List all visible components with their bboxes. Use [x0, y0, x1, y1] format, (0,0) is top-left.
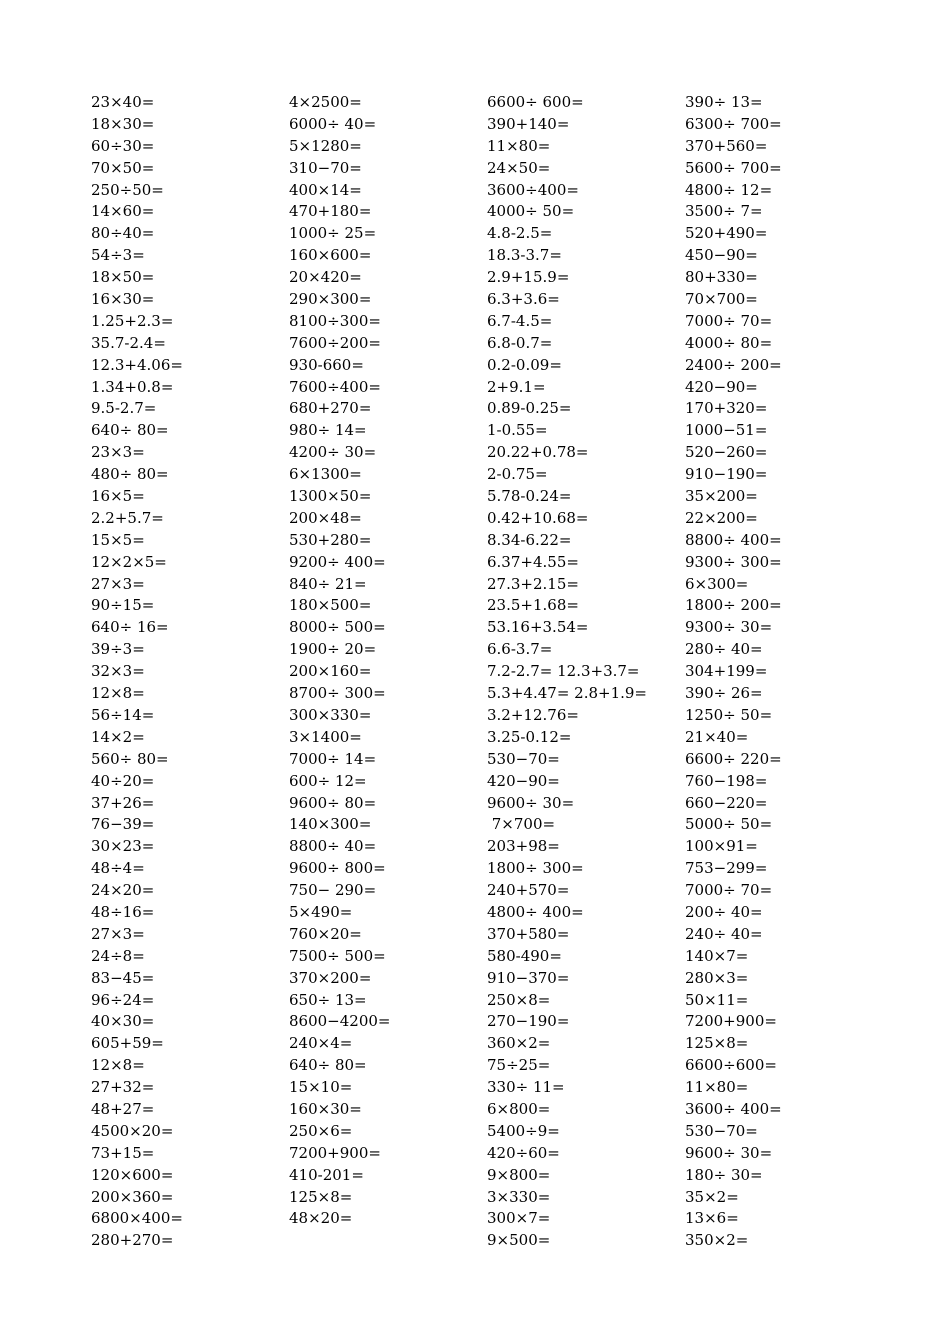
math-problem: 0.2-0.09= [487, 355, 562, 374]
math-problem: 240÷ 40= [685, 924, 763, 943]
math-problem: 6600÷600= [685, 1056, 777, 1075]
math-problem: 9×800= [487, 1165, 551, 1184]
math-problem: 12×2×5= [91, 552, 167, 571]
math-problem: 27×3= [91, 574, 145, 593]
math-problem: 12.3+4.06= [91, 355, 183, 374]
math-problem: 3.2+12.76= [487, 705, 579, 724]
math-problem: 910−370= [487, 968, 570, 987]
math-problem: 35.7-2.4= [91, 333, 166, 352]
math-problem: 2+9.1= [487, 377, 546, 396]
math-problem: 4500×20= [91, 1121, 174, 1140]
math-problem: 90÷15= [91, 596, 155, 615]
math-problem: 6300÷ 700= [685, 114, 782, 133]
math-problem: 4.8-2.5= [487, 224, 553, 243]
math-problem: 5.3+4.47= 2.8+1.9= [487, 684, 648, 703]
math-problem: 390÷ 13= [685, 93, 763, 111]
problem-column-1 [91, 92, 286, 1252]
math-problem: 370+560= [685, 136, 768, 155]
math-problem: 980÷ 14= [289, 421, 367, 440]
math-problem: 9600÷ 30= [685, 1143, 773, 1162]
math-problem: 96÷24= [91, 990, 155, 1009]
math-problem: 6.6-3.7= [487, 640, 553, 659]
math-problem: 203+98= [487, 837, 560, 856]
math-problem: 3600÷ 400= [685, 1099, 782, 1118]
math-problem: 170+320= [685, 399, 768, 418]
math-problem: 23×3= [91, 443, 145, 462]
math-problem: 6×800= [487, 1099, 551, 1118]
math-problem: 660−220= [685, 793, 768, 812]
math-problem: 760×20= [289, 924, 362, 943]
math-problem: 1000÷ 25= [289, 224, 377, 243]
math-problem: 200×48= [289, 508, 362, 527]
math-problem: 560÷ 80= [91, 749, 169, 768]
math-problem: 125×8= [289, 1187, 353, 1206]
math-problem: 35×2= [685, 1187, 739, 1206]
problem-column-4 [685, 92, 880, 1252]
math-problem: 30×23= [91, 837, 155, 856]
math-problem: 9300÷ 300= [685, 552, 782, 571]
math-problem: 180÷ 30= [685, 1165, 763, 1184]
math-problem: 410-201= [289, 1165, 364, 1184]
math-problem: 18.3-3.7= [487, 246, 562, 265]
math-problem: 300×7= [487, 1209, 551, 1228]
math-problem: 3500÷ 7= [685, 202, 763, 221]
math-problem: 2400÷ 200= [685, 355, 782, 374]
math-problem: 4200÷ 30= [289, 443, 377, 462]
math-problem: 0.42+10.68= [487, 508, 589, 527]
math-problem: 8800÷ 400= [685, 530, 782, 549]
math-problem: 24÷8= [91, 946, 145, 965]
math-problem: 1.25+2.3= [91, 311, 174, 330]
math-problem: 125×8= [685, 1034, 749, 1053]
math-problem: 240+570= [487, 881, 570, 900]
math-problem: 12×8= [91, 684, 145, 703]
math-problem: 910−190= [685, 465, 768, 484]
math-problem: 200×160= [289, 662, 372, 681]
math-problem: 8100÷300= [289, 311, 381, 330]
math-problem: 7200+900= [289, 1143, 381, 1162]
math-problem: 0.89-0.25= [487, 399, 572, 418]
math-problem: 304+199= [685, 662, 768, 681]
math-problem: 530−70= [685, 1121, 758, 1140]
math-problem: 73+15= [91, 1143, 155, 1162]
math-problem: 23.5+1.68= [487, 596, 579, 615]
math-problem: 48+27= [91, 1099, 155, 1118]
math-problem: 16×5= [91, 487, 145, 506]
math-problem: 4×2500= [289, 93, 362, 111]
math-problem: 40÷20= [91, 771, 155, 790]
math-problem: 83−45= [91, 968, 155, 987]
math-problem: 76−39= [91, 815, 155, 834]
math-problem: 20×420= [289, 268, 362, 287]
math-problem: 390+140= [487, 114, 570, 133]
math-problem: 520−260= [685, 443, 768, 462]
math-problem: 6.37+4.55= [487, 552, 579, 571]
math-problem: 4000÷ 80= [685, 333, 773, 352]
math-problem: 48÷16= [91, 902, 155, 921]
math-problem: 4000÷ 50= [487, 202, 575, 221]
math-problem: 16×30= [91, 290, 155, 309]
math-problem: 5600÷ 700= [685, 158, 782, 177]
math-problem: 6600÷ 600= [487, 93, 584, 111]
math-problem: 70×50= [91, 158, 155, 177]
math-problem: 1.34+0.8= [91, 377, 174, 396]
math-problem: 640÷ 80= [91, 421, 169, 440]
math-problem: 27+32= [91, 1078, 155, 1097]
problem-column-2 [289, 92, 484, 1230]
math-problem: 650÷ 13= [289, 990, 367, 1009]
math-problem: 250÷50= [91, 180, 164, 199]
math-problem: 7600÷200= [289, 333, 381, 352]
math-problem: 2-0.75= [487, 465, 548, 484]
math-problem: 270−190= [487, 1012, 570, 1031]
math-problem: 48÷4= [91, 859, 145, 878]
math-problem: 1800÷ 300= [487, 859, 584, 878]
math-problem: 2.9+15.9= [487, 268, 570, 287]
math-problem: 9.5-2.7= [91, 399, 157, 418]
math-problem: 400×14= [289, 180, 362, 199]
math-problem: 6800×400= [91, 1209, 183, 1228]
math-problem: 200×360= [91, 1187, 174, 1206]
math-problem: 120×600= [91, 1165, 174, 1184]
math-problem: 13×6= [685, 1209, 739, 1228]
math-problem: 24×20= [91, 881, 155, 900]
math-problem: 3.25-0.12= [487, 727, 572, 746]
math-problem: 530−70= [487, 749, 560, 768]
math-problem: 480÷ 80= [91, 465, 169, 484]
math-problem: 39÷3= [91, 640, 145, 659]
math-problem: 640÷ 16= [91, 618, 169, 637]
math-problem: 160×600= [289, 246, 372, 265]
math-problem: 420−90= [487, 771, 560, 790]
math-problem: 6.3+3.6= [487, 290, 560, 309]
math-problem: 9300÷ 30= [685, 618, 773, 637]
math-problem: 160×30= [289, 1099, 362, 1118]
math-problem: 280+270= [91, 1231, 174, 1250]
math-problem: 6000÷ 40= [289, 114, 377, 133]
math-problem: 9200÷ 400= [289, 552, 386, 571]
math-problem: 760−198= [685, 771, 768, 790]
math-problem: 280×3= [685, 968, 749, 987]
math-problem: 280÷ 40= [685, 640, 763, 659]
math-problem: 9600÷ 80= [289, 793, 377, 812]
math-problem: 24×50= [487, 158, 551, 177]
math-problem: 7000÷ 70= [685, 311, 773, 330]
math-problem: 14×2= [91, 727, 145, 746]
math-problem: 15×10= [289, 1078, 353, 1097]
math-problem: 753−299= [685, 859, 768, 878]
math-problem: 22×200= [685, 508, 758, 527]
math-problem: 1300×50= [289, 487, 372, 506]
math-problem: 7600÷400= [289, 377, 381, 396]
math-problem: 4800÷ 400= [487, 902, 584, 921]
math-problem: 37+26= [91, 793, 155, 812]
math-problem: 27×3= [91, 924, 145, 943]
math-problem: 53.16+3.54= [487, 618, 589, 637]
math-problem: 750− 290= [289, 881, 377, 900]
math-problem: 290×300= [289, 290, 372, 309]
math-problem: 8.34-6.22= [487, 530, 572, 549]
math-problem: 1250÷ 50= [685, 705, 773, 724]
math-problem: 60÷30= [91, 136, 155, 155]
math-problem: 3600÷400= [487, 180, 579, 199]
math-problem: 6600÷ 220= [685, 749, 782, 768]
math-problem: 140×7= [685, 946, 749, 965]
math-problem: 7000÷ 14= [289, 749, 377, 768]
math-problem: 530+280= [289, 530, 372, 549]
math-problem: 605+59= [91, 1034, 164, 1053]
math-problem: 7.2-2.7= 12.3+3.7= [487, 662, 640, 681]
math-problem: 27.3+2.15= [487, 574, 579, 593]
math-problem: 50×11= [685, 990, 749, 1009]
math-problem: 20.22+0.78= [487, 443, 589, 462]
math-problem: 390÷ 26= [685, 684, 763, 703]
math-problem: 350×2= [685, 1231, 749, 1250]
math-problem: 56÷14= [91, 705, 155, 724]
math-problem: 8000÷ 500= [289, 618, 386, 637]
math-problem: 370+580= [487, 924, 570, 943]
math-problem: 6.8-0.7= [487, 333, 553, 352]
math-problem: 11×80= [487, 136, 551, 155]
math-problem: 80+330= [685, 268, 758, 287]
math-problem: 600÷ 12= [289, 771, 367, 790]
math-problem: 3×330= [487, 1187, 551, 1206]
math-problem: 420÷60= [487, 1143, 560, 1162]
math-problem: 11×80= [685, 1078, 749, 1097]
math-problem: 1-0.55= [487, 421, 548, 440]
math-problem: 8700÷ 300= [289, 684, 386, 703]
math-problem: 6×300= [685, 574, 749, 593]
math-problem: 15×5= [91, 530, 145, 549]
math-problem: 35×200= [685, 487, 758, 506]
math-problem: 12×8= [91, 1056, 145, 1075]
math-problem: 6.7-4.5= [487, 311, 553, 330]
math-problem: 300×330= [289, 705, 372, 724]
math-problem: 3×1400= [289, 727, 362, 746]
math-problem: 5×490= [289, 902, 353, 921]
math-problem: 14×60= [91, 202, 155, 221]
math-problem: 18×30= [91, 114, 155, 133]
math-problem: 470+180= [289, 202, 372, 221]
problem-column-3 [487, 92, 682, 1252]
math-problem: 9600÷ 30= [487, 793, 575, 812]
math-problem: 100×91= [685, 837, 758, 856]
math-problem: 580-490= [487, 946, 562, 965]
math-problem: 1800÷ 200= [685, 596, 782, 615]
math-problem: 200÷ 40= [685, 902, 763, 921]
math-problem: 4800÷ 12= [685, 180, 773, 199]
math-problem: 180×500= [289, 596, 372, 615]
math-problem: 54÷3= [91, 246, 145, 265]
math-problem: 5×1280= [289, 136, 362, 155]
math-problem: 80÷40= [91, 224, 155, 243]
math-problem: 40×30= [91, 1012, 155, 1031]
math-problem: 2.2+5.7= [91, 508, 164, 527]
math-problem: 1900÷ 20= [289, 640, 377, 659]
math-problem: 6×1300= [289, 465, 362, 484]
math-problem: 140×300= [289, 815, 372, 834]
math-problem: 9600÷ 800= [289, 859, 386, 878]
math-problem: 1000−51= [685, 421, 768, 440]
math-problem: 9×500= [487, 1231, 551, 1250]
math-problem: 370×200= [289, 968, 372, 987]
math-problem: 8600−4200= [289, 1012, 391, 1031]
math-problem: 840÷ 21= [289, 574, 367, 593]
math-problem: 21×40= [685, 727, 749, 746]
math-problem: 360×2= [487, 1034, 551, 1053]
math-problem: 8800÷ 40= [289, 837, 377, 856]
math-problem: 5.78-0.24= [487, 487, 572, 506]
math-problem: 5400÷9= [487, 1121, 560, 1140]
math-problem: 70×700= [685, 290, 758, 309]
math-problem: 930-660= [289, 355, 364, 374]
math-problem: 7200+900= [685, 1012, 777, 1031]
math-problem: 310−70= [289, 158, 362, 177]
math-problem: 250×8= [487, 990, 551, 1009]
math-problem: 23×40= [91, 93, 155, 111]
math-problem: 250×6= [289, 1121, 353, 1140]
math-problem: 48×20= [289, 1209, 353, 1228]
math-problem: 7000÷ 70= [685, 881, 773, 900]
math-problem: 240×4= [289, 1034, 353, 1053]
math-problem: 330÷ 11= [487, 1078, 565, 1097]
math-problem: 32×3= [91, 662, 145, 681]
math-problem: 680+270= [289, 399, 372, 418]
math-problem: 640÷ 80= [289, 1056, 367, 1075]
math-problem: 7500÷ 500= [289, 946, 386, 965]
math-problem: 520+490= [685, 224, 768, 243]
math-problem: 18×50= [91, 268, 155, 287]
math-problem: 75÷25= [487, 1056, 551, 1075]
math-problem: 420−90= [685, 377, 758, 396]
math-problem: 7×700= [487, 815, 556, 834]
math-problem: 450−90= [685, 246, 758, 265]
math-problem: 5000÷ 50= [685, 815, 773, 834]
